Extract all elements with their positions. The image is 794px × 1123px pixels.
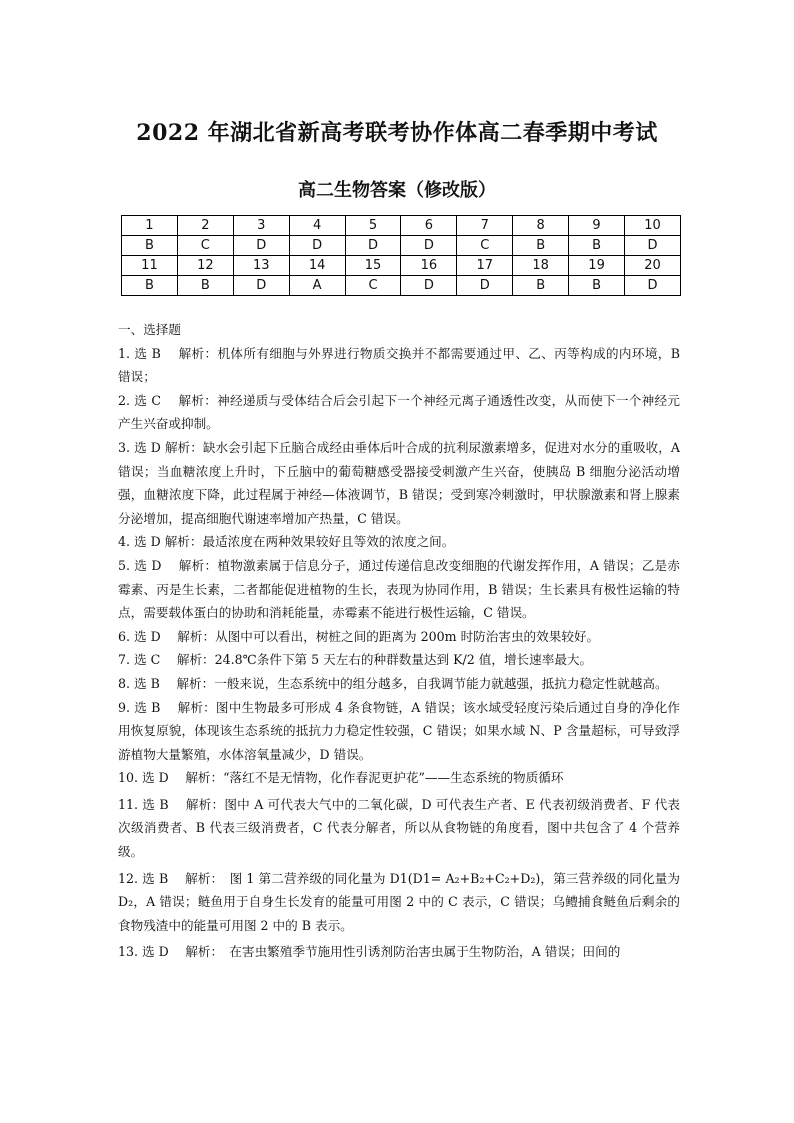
question-number-cell: 15 [345, 256, 401, 276]
answer-cell: D [457, 276, 513, 296]
question-number-cell: 9 [569, 216, 625, 236]
answer-cell: C [457, 236, 513, 256]
question-number-cell: 19 [569, 256, 625, 276]
answer-key-table [121, 215, 681, 296]
answer-table-row [122, 216, 681, 236]
document-subtitle: 高二生物答案（修改版） [298, 180, 496, 201]
explanations-body [118, 318, 680, 964]
answer-cell: C [345, 276, 401, 296]
answer-table-row [122, 236, 681, 256]
question-number-cell: 4 [289, 216, 345, 236]
answer-cell: D [401, 276, 457, 296]
answer-table-row [122, 276, 681, 296]
question-number-cell: 7 [457, 216, 513, 236]
question-number-cell: 16 [401, 256, 457, 276]
question-number-cell: 12 [177, 256, 233, 276]
question-explanation: 9. 选 B 解析：图中生物最多可形成 4 条食物链，A 错误；该水域受轻度污染后通过自身的净化作用恢复原貌，体现该生态系统的抵抗力力稳定性较强，C 错误；如果水域 N、P 含量超标，可导致浮游植物大量繁殖，水体溶氧量减少，D 错误。 [118, 699, 680, 762]
question-explanation: 4. 选 D 解析：最适浓度在两种效果较好且等效的浓度之间。 [118, 534, 455, 550]
answer-cell: C [177, 236, 233, 256]
question-number-cell: 8 [513, 216, 569, 236]
question-number-cell: 20 [625, 256, 681, 276]
answer-table-row [122, 256, 681, 276]
answer-cell: B [122, 236, 178, 256]
question-explanation: 11. 选 B 解析：图中 A 可代表大气中的二氧化碳，D 可代表生产者、E 代表初级消费者、F 代表次级消费者、B 代表三级消费者，C 代表分解者，所以从食物链的角度看，图中共包含了 4 个营养级。 [118, 796, 680, 860]
question-number-cell: 3 [233, 216, 289, 236]
question-number-cell: 2 [177, 216, 233, 236]
answer-cell: D [625, 276, 681, 296]
question-number-cell: 13 [233, 256, 289, 276]
question-explanation: 10. 选 D 解析：“落红不是无情物，化作春泥更护花”——生态系统的物质循环 [118, 770, 564, 786]
question-explanation: 7. 选 C 解析：24.8℃条件下第 5 天左右的种群数量达到 K/2 值，增长速率最大。 [118, 652, 593, 668]
question-number-cell: 11 [122, 256, 178, 276]
question-number-cell: 10 [625, 216, 681, 236]
question-explanation: 13. 选 D 解析： 在害虫繁殖季节施用性引诱剂防治害虫属于生物防治，A 错误；田间的 [118, 944, 621, 960]
answer-cell: B [177, 276, 233, 296]
answer-cell: D [625, 236, 681, 256]
answer-cell: D [345, 236, 401, 256]
question-explanation: 12. 选 B 解析： 图 1 第二营养级的同化量为 D1(D1= A₂+B₂+C₂+D₂)，第三营养级的同化量为 D₂，A 错误；鲢鱼用于自身生长发育的能量可用图 2 中的 C 表示，C 错误；乌鳢捕食鲢鱼后剩余的食物残渣中的能量可用图 2 中的 B 表示。 [118, 870, 680, 933]
document-title: 2022 年湖北省新高考联考协作体高二春季期中考试 [136, 120, 658, 146]
answer-cell: D [233, 276, 289, 296]
question-number-cell: 17 [457, 256, 513, 276]
question-explanation: 1. 选 B 解析：机体所有细胞与外界进行物质交换并不都需要通过甲、乙、丙等构成的内环境，B 错误； [118, 345, 680, 385]
answer-cell: A [289, 276, 345, 296]
answer-cell: B [569, 276, 625, 296]
answer-cell: D [289, 236, 345, 256]
question-number-cell: 1 [122, 216, 178, 236]
answer-cell: D [233, 236, 289, 256]
answer-cell: B [513, 276, 569, 296]
section-heading: 一、选择题 [118, 322, 181, 337]
answer-cell: D [401, 236, 457, 256]
answer-cell: B [513, 236, 569, 256]
question-explanation: 5. 选 D 解析：植物激素属于信息分子，通过传递信息改变细胞的代谢发挥作用，A 错误；乙是赤霉素、丙是生长素，二者都能促进植物的生长，表现为协同作用，B 错误；生长素具有极性运输的特点，需要载体蛋白的协助和消耗能量，赤霉素不能进行极性运输，C 错误。 [118, 557, 680, 621]
answer-cell: B [122, 276, 178, 296]
question-number-cell: 5 [345, 216, 401, 236]
question-number-cell: 18 [513, 256, 569, 276]
question-explanation: 3. 选 D 解析：缺水会引起下丘脑合成经由垂体后叶合成的抗利尿激素增多，促进对水分的重吸收，A 错误；当血糖浓度上升时，下丘脑中的葡萄糖感受器接受刺激产生兴奋，使胰岛 B 细胞分泌活动增强，血糖浓度下降，此过程属于神经—体液调节，B 错误；受到寒冷刺激时，甲状腺激素和肾上腺素分泌增加，提高细胞代谢速率增加产热量，C 错误。 [118, 439, 680, 526]
answer-cell: B [569, 236, 625, 256]
question-explanation: 6. 选 D 解析：从图中可以看出，树桩之间的距离为 200m 时防治害虫的效果较好。 [118, 628, 600, 644]
question-explanation: 2. 选 C 解析：神经递质与受体结合后会引起下一个神经元离子通透性改变，从而使下一个神经元产生兴奋或抑制。 [118, 392, 680, 432]
question-number-cell: 14 [289, 256, 345, 276]
question-number-cell: 6 [401, 216, 457, 236]
question-explanation: 8. 选 B 解析：一般来说，生态系统中的组分越多，自我调节能力就越强，抵抗力稳定性就越高。 [118, 675, 668, 691]
